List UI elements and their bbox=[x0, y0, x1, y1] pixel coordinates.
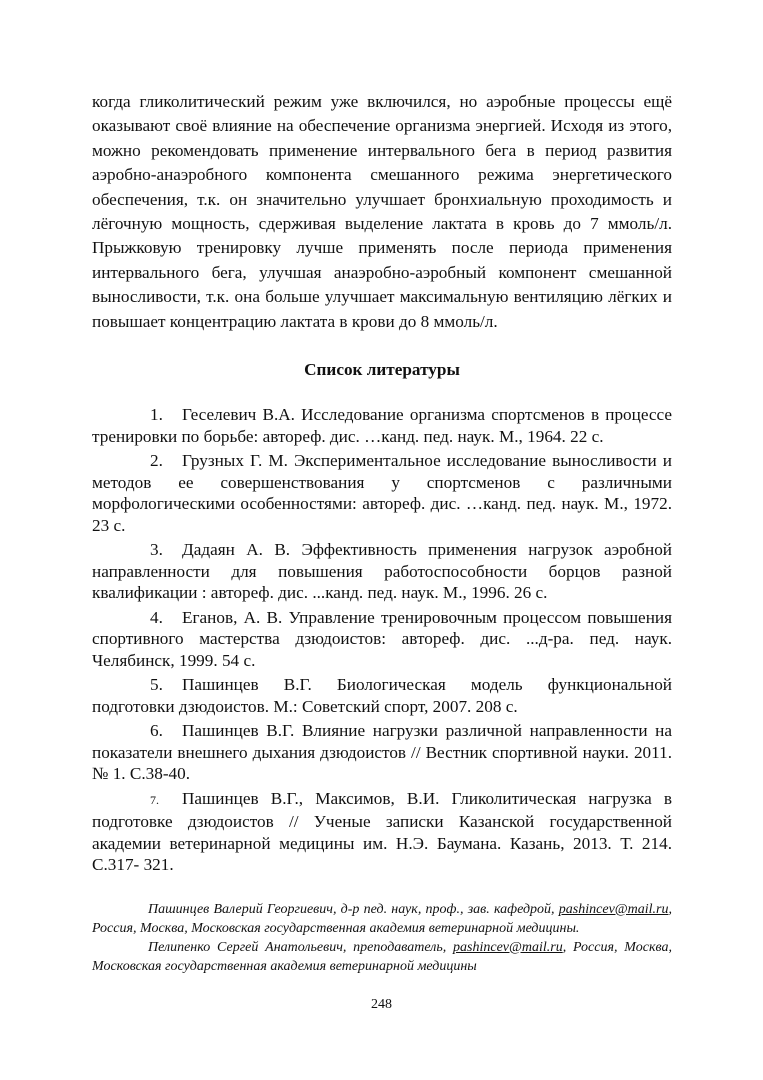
author-details: Пелипенко Сергей Анатольевич, преподаватель, bbox=[148, 939, 454, 955]
author-email-link[interactable]: pashincev@mail.ru bbox=[558, 901, 669, 917]
reference-item bbox=[92, 539, 672, 604]
reference-text: Пашинцев В.Г. Биологическая модель функциональной подготовки дзюдоистов. М.: Советский спорт, 2007. 208 с. bbox=[92, 675, 672, 716]
references-heading: Список литературы bbox=[304, 360, 460, 380]
reference-number: 7. bbox=[150, 792, 159, 807]
reference-item bbox=[92, 607, 672, 672]
reference-number: 3. bbox=[150, 540, 163, 560]
reference-text: Еганов, А. В. Управление тренировочным процессом повышения спортивного мастерства дзюдоистов: автореф. дис. ...д-ра. пед. наук. Челябинск, 1999. 54 с. bbox=[92, 607, 672, 670]
author-entry bbox=[92, 938, 672, 976]
page-number: 248 bbox=[371, 997, 392, 1012]
reference-number: 6. bbox=[150, 721, 163, 741]
reference-text: Геселевич В.А. Исследование организма спортсменов в процессе тренировки по борьбе: автореф. дис. …канд. пед. наук. М., 1964. 22 с. bbox=[92, 405, 672, 446]
reference-item bbox=[92, 404, 672, 447]
reference-text: Пашинцев В.Г. Влияние нагрузки различной направленности на показатели внешнего дыхания дзюдоистов // Вестник спортивной науки. 2011. № 1. С.38-40. bbox=[92, 721, 672, 784]
reference-number: 4. bbox=[150, 607, 163, 627]
reference-number: 2. bbox=[150, 451, 163, 471]
author-entry bbox=[92, 900, 672, 938]
reference-item bbox=[92, 674, 672, 717]
author-info bbox=[92, 900, 672, 976]
author-affiliation: , Россия, Москва, Московская государственная академия ветеринарной медицины bbox=[92, 939, 672, 974]
author-affiliation: , Россия, Москва, Московская государственная академия ветеринарной медицины. bbox=[92, 901, 672, 936]
reference-item bbox=[92, 788, 672, 876]
author-details: Пашинцев Валерий Георгиевич, д-р пед. наук, проф., зав. кафедрой, bbox=[148, 901, 559, 917]
page-content bbox=[92, 90, 672, 976]
references-list bbox=[92, 404, 672, 876]
reference-number: 1. bbox=[150, 405, 163, 425]
reference-text: Грузных Г. М. Экспериментальное исследование выносливости и методов ее совершенствования у спортсменов с различными морфологическими особенностями: автореф. дис. …канд. пед. наук. М., 1972. 23 с. bbox=[92, 451, 672, 535]
reference-text: Дадаян А. В. Эффективность применения нагрузок аэробной направленности для повышения работоспособности борцов разной квалификации : автореф. дис. ...канд. пед. наук. М., 1996. 26 с. bbox=[92, 540, 672, 603]
reference-item bbox=[92, 450, 672, 536]
reference-number: 5. bbox=[150, 675, 163, 695]
reference-text: Пашинцев В.Г., Максимов, В.И. Гликолитическая нагрузка в подготовке дзюдоистов // Ученые записки Казанской государственной академии ветеринарной медицины им. Н.Э. Баумана. Казань, 2013. Т. 214. С.317- 321. bbox=[92, 788, 672, 875]
reference-item bbox=[92, 720, 672, 785]
author-email-link[interactable]: pashincev@mail.ru bbox=[453, 939, 563, 955]
body-paragraph: когда гликолитический режим уже включился, но аэробные процессы ещё оказывают своё влияние на обеспечение организма энергией. Исходя из этого, можно рекомендовать применение интервального бега в период развития аэробно-анаэробного компонента смешанного режима энергетического обеспечения, т.к. он значительно улучшает бронхиальную проходимость и лёгочную мощность, сдерживая выделение лактата в кровь до 7 ммоль/л. Прыжковую тренировку лучше применять после периода применения интервального бега, улучшая анаэробно-аэробный компонент смешанной выносливости, т.к. она больше улучшает максимальную вентиляцию лёгких и повышает концентрацию лактата в крови до 8 ммоль/л. bbox=[92, 92, 672, 331]
